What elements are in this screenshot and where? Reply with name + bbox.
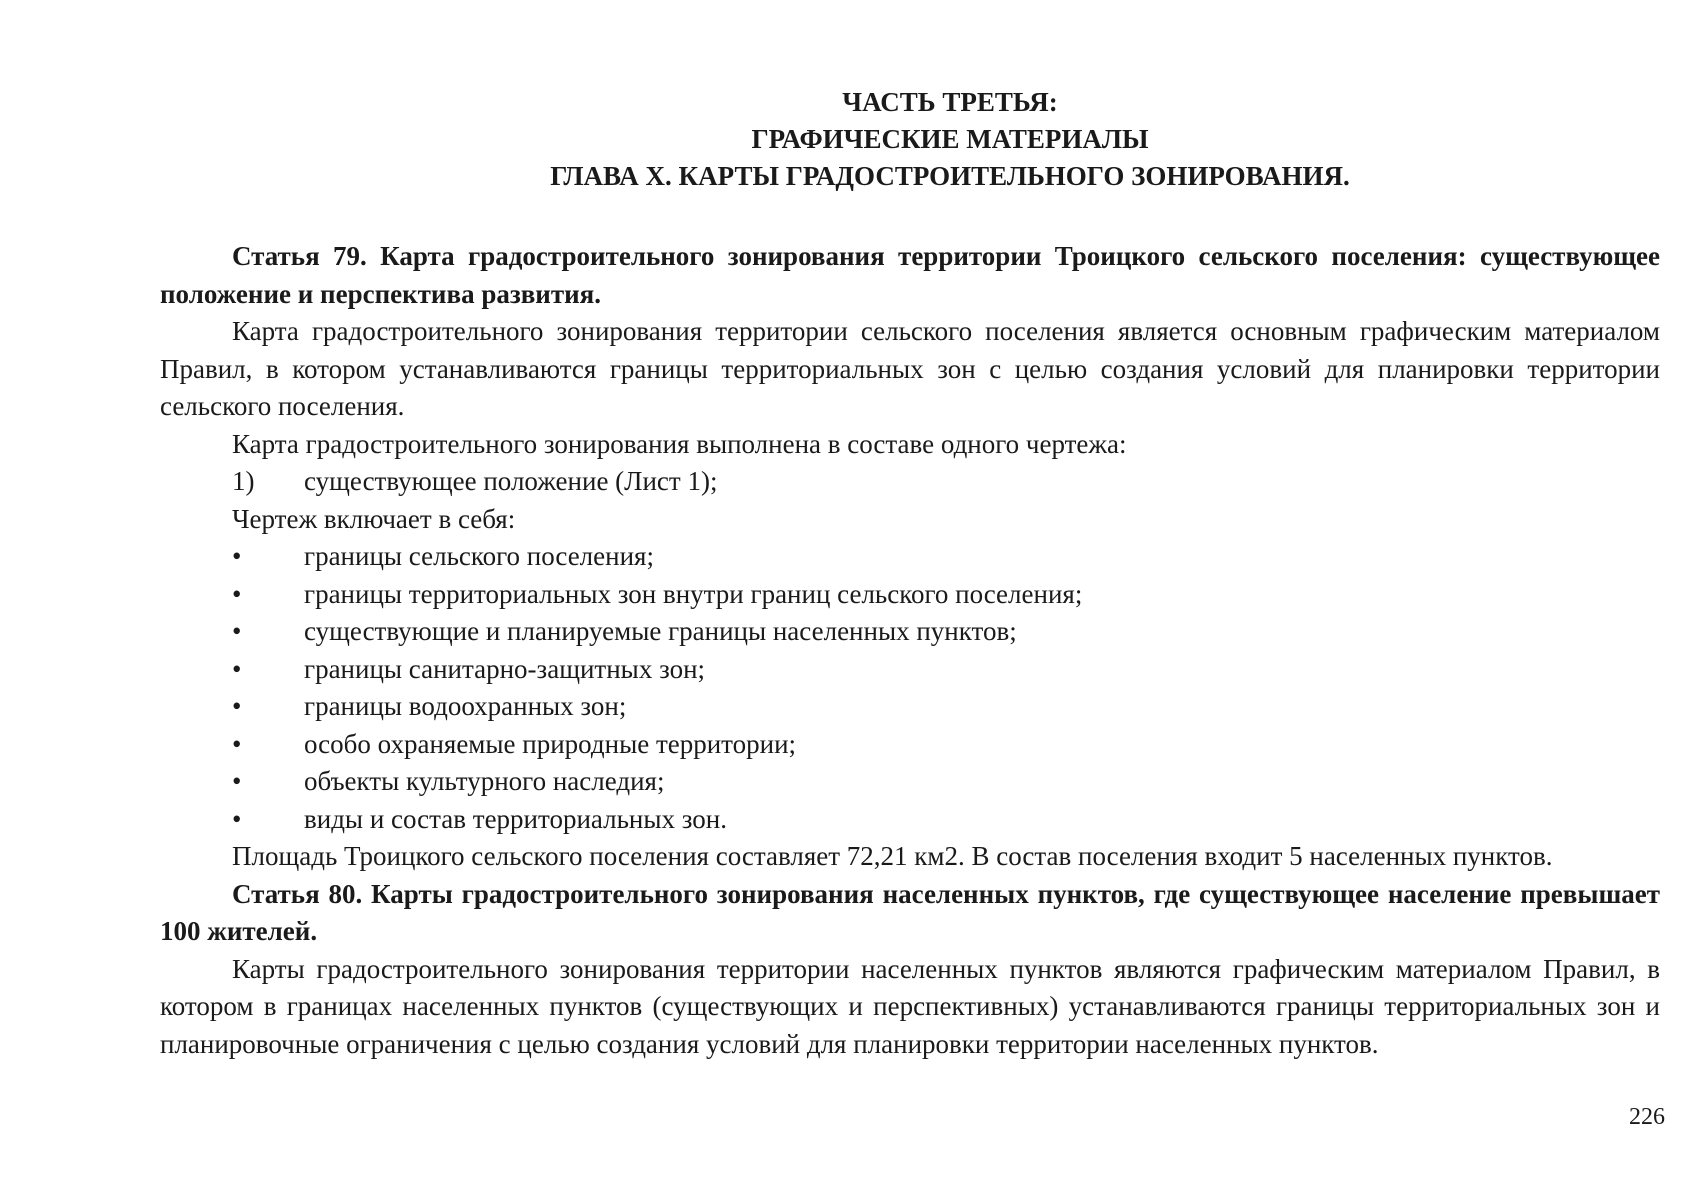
- list-item-text: существующие и планируемые границы населенных пунктов;: [304, 616, 1017, 646]
- article-79-title: Статья 79. Карта градостроительного зонирования территории Троицкого сельского поселения: существующее положение и перспектива развития.: [160, 241, 1660, 309]
- numbered-item-text: существующее положение (Лист 1);: [304, 466, 718, 496]
- list-item: [160, 688, 1660, 726]
- list-item-text: границы сельского поселения;: [304, 541, 654, 571]
- article-79-paragraph-2: Карта градостроительного зонирования выполнена в составе одного чертежа:: [232, 428, 1127, 459]
- bullet-marker: •: [232, 691, 242, 721]
- bullet-marker: •: [232, 803, 242, 834]
- area-paragraph: Площадь Троицкого сельского поселения составляет 72,21 км2. В состав поселения входит 5 населенных пунктов.: [232, 841, 1553, 871]
- list-item-text: границы территориальных зон внутри границ сельского поселения;: [304, 578, 1083, 609]
- bullet-marker: •: [232, 728, 242, 759]
- list-item-text: объекты культурного наследия;: [304, 766, 665, 796]
- chapter-title: ГЛАВА X. КАРТЫ ГРАДОСТРОИТЕЛЬНОГО ЗОНИРОВАНИЯ.: [550, 161, 1350, 191]
- list-item: [160, 576, 1660, 614]
- bullet-marker: •: [232, 541, 242, 571]
- list-item: [160, 651, 1660, 689]
- list-item-text: особо охраняемые природные территории;: [304, 728, 797, 759]
- includes-label: Чертеж включает в себя:: [232, 503, 516, 534]
- bullet-marker: •: [232, 578, 242, 609]
- list-item: [160, 613, 1660, 651]
- part-title: ЧАСТЬ ТРЕТЬЯ:: [842, 87, 1058, 117]
- numbered-item: [160, 463, 1660, 501]
- bullet-marker: •: [232, 616, 242, 646]
- article-80-title: Статья 80. Карты градостроительного зонирования населенных пунктов, где существующее население превышает 100 жителей.: [160, 878, 1660, 946]
- numbered-item-marker: 1): [232, 466, 255, 496]
- list-item: [160, 538, 1660, 576]
- bullet-marker: •: [232, 653, 242, 684]
- list-item: [160, 763, 1660, 801]
- list-item: [160, 801, 1660, 839]
- section-heading: [520, 84, 1380, 195]
- article-79-paragraph-1: Карта градостроительного зонирования территории сельского поселения является основным графическим материалом Правил, в котором устанавливаются границы территориальных зон с целью создания условий для планировки территории сельского поселения.: [160, 316, 1660, 421]
- page-number: 226: [1629, 1104, 1665, 1130]
- bullet-marker: •: [232, 766, 242, 796]
- list-item-text: границы водоохранных зон;: [304, 691, 627, 721]
- article-80-paragraph-1: Карты градостроительного зонирования территории населенных пунктов являются графическим материалом Правил, в котором в границах населенных пунктов (существующих и перспективных) устанавливаются границы территориальных зон и планировочные ограничения с целью создания условий для планировки территории населенных пунктов.: [160, 953, 1660, 1059]
- list-item-text: границы санитарно-защитных зон;: [304, 653, 706, 684]
- list-item-text: виды и состав территориальных зон.: [304, 803, 727, 834]
- bullet-list: [160, 538, 1660, 838]
- document-body: [160, 238, 1660, 1063]
- list-item: [160, 726, 1660, 764]
- part-subtitle: ГРАФИЧЕСКИЕ МАТЕРИАЛЫ: [751, 124, 1149, 154]
